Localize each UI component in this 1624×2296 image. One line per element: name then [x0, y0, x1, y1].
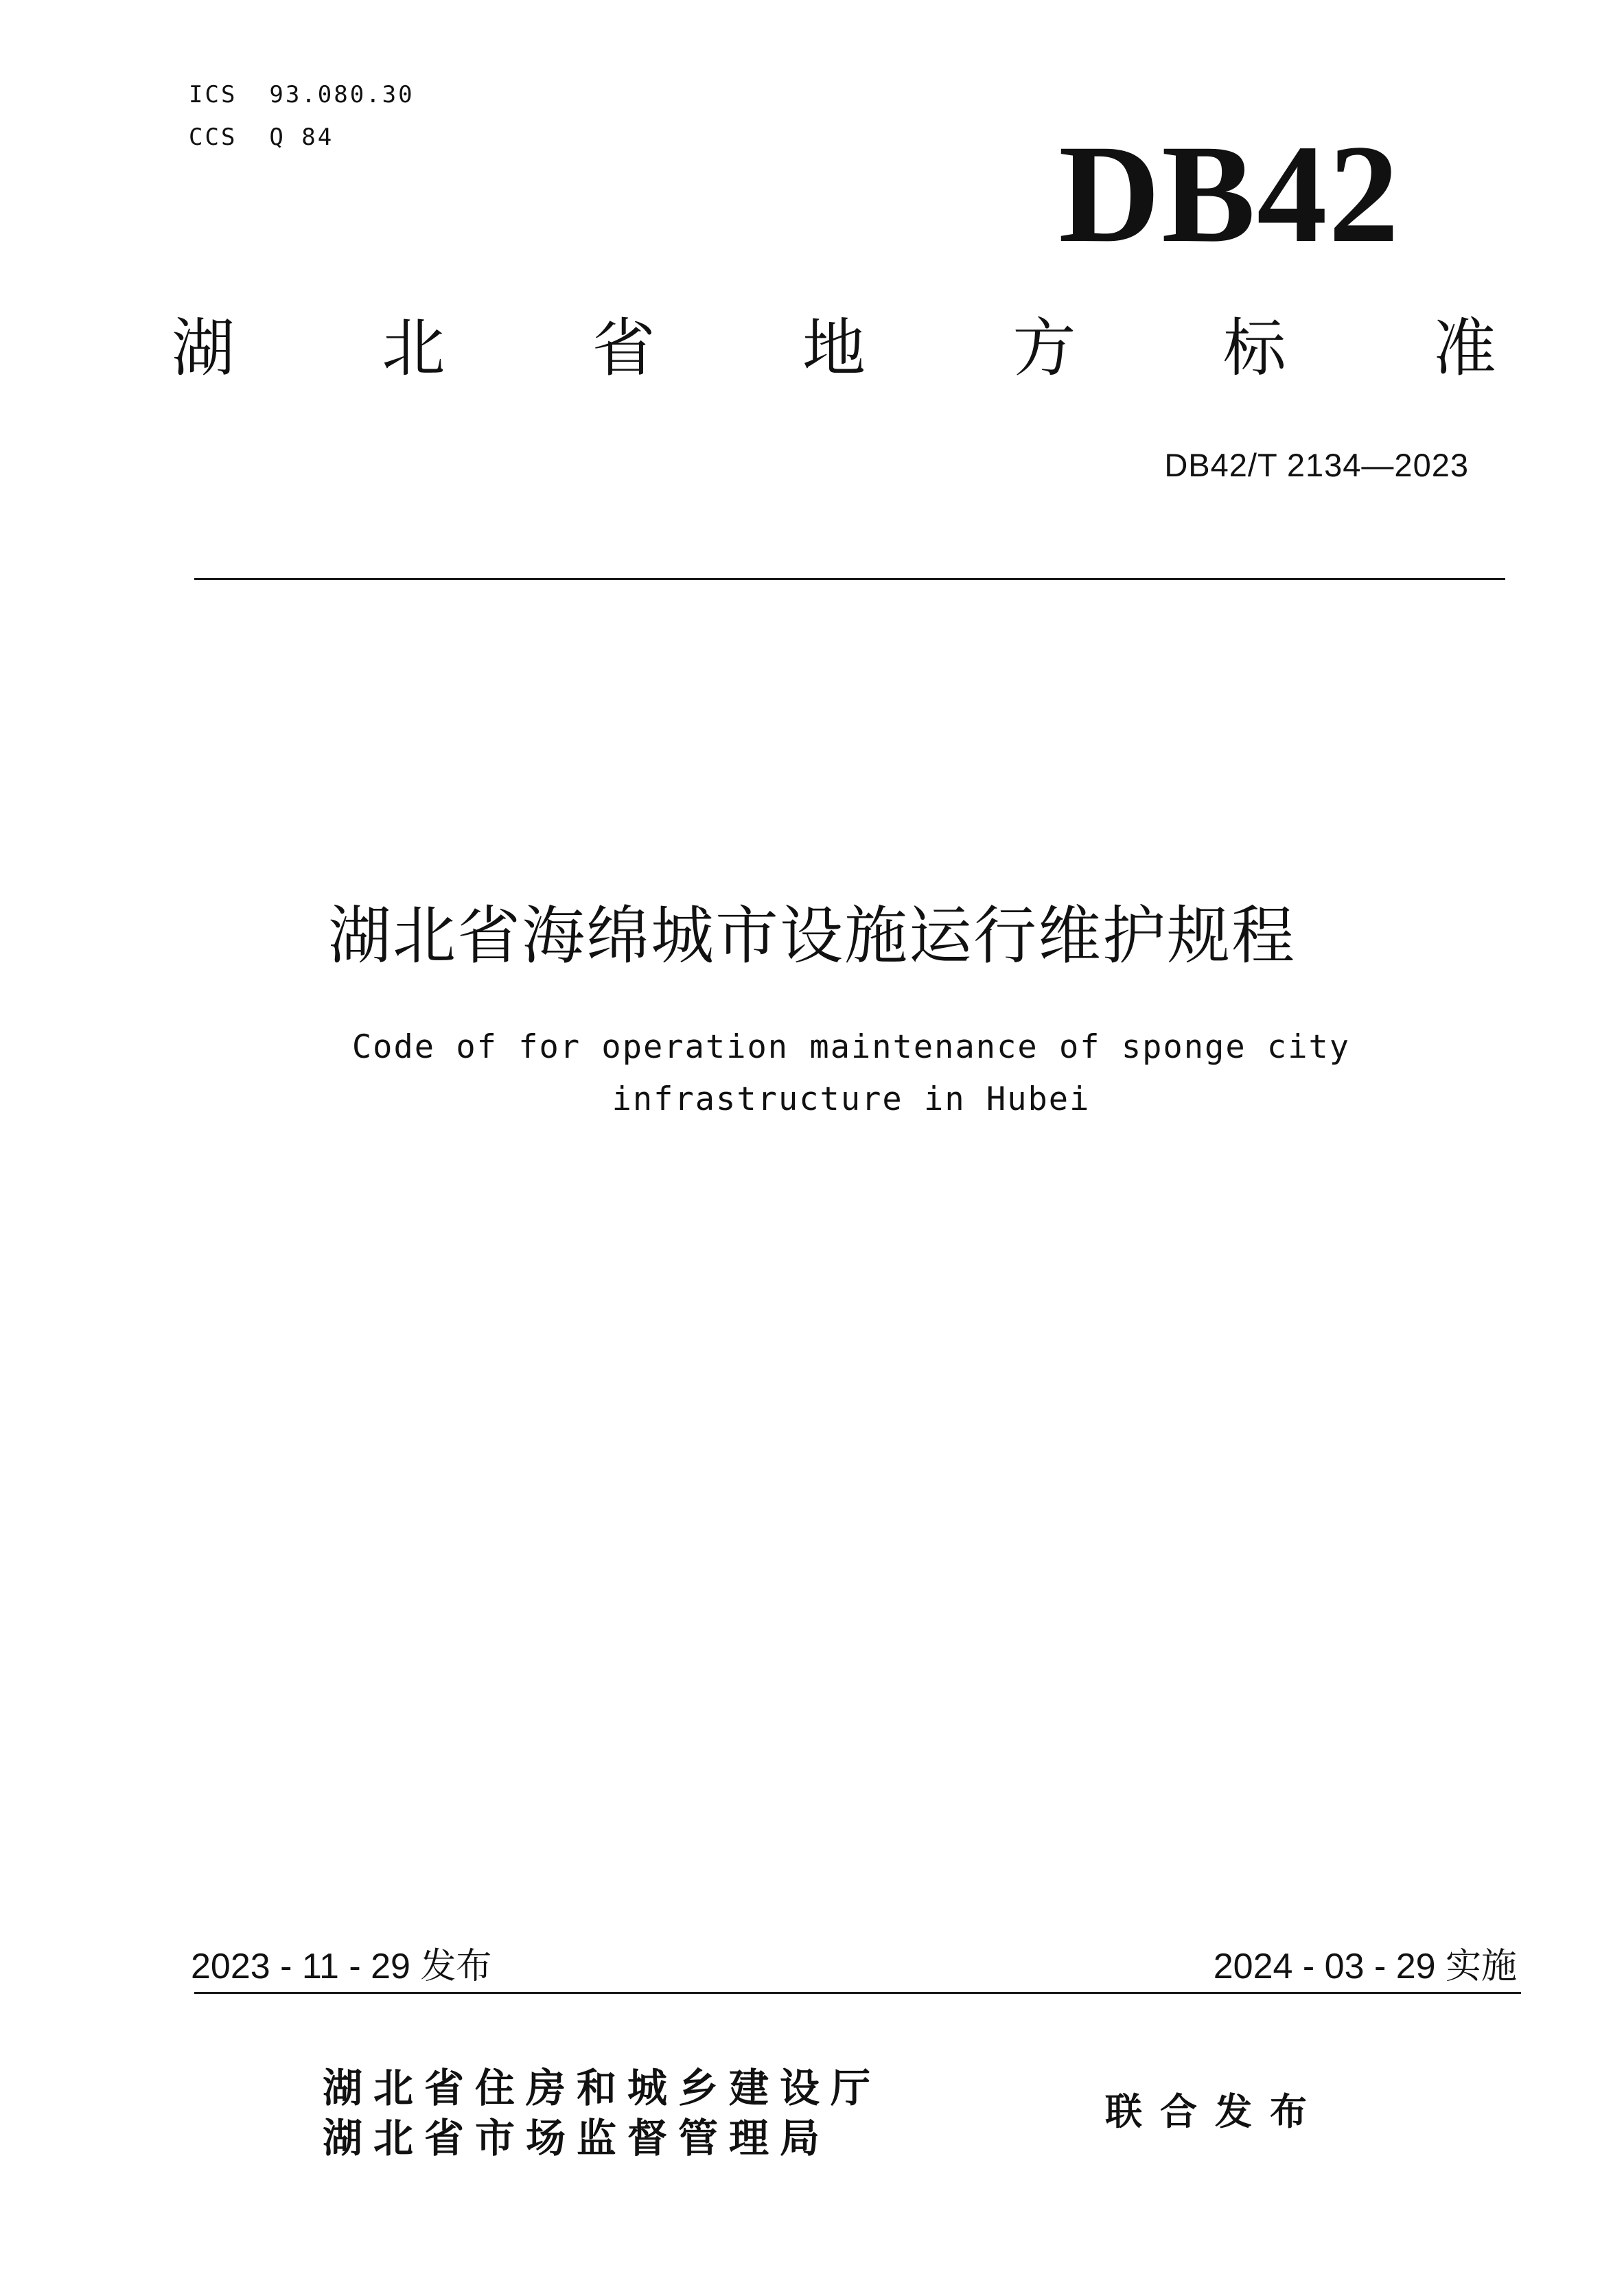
ccs-code: CCS Q 84 [189, 124, 334, 151]
issue-date: 2023 - 11 - 29 发布 [191, 1947, 492, 1986]
standard-type-char: 北 [382, 312, 445, 385]
joint-release-label: 联合发布 [1105, 2090, 1325, 2133]
standard-type-char: 省 [592, 312, 656, 385]
standard-type-char: 方 [1012, 312, 1076, 385]
standard-number: DB42/T 2134—2023 [1164, 447, 1469, 483]
issuer-market-regulation: 湖北省市场监督管理局 [323, 2115, 831, 2161]
standard-type-heading [172, 312, 1496, 385]
issuer-housing-department: 湖北省住房和城乡建设厅 [323, 2065, 882, 2111]
standard-type-char: 标 [1222, 312, 1286, 385]
standard-type-char: 准 [1432, 312, 1496, 385]
ics-code: ICS 93.080.30 [189, 81, 415, 108]
implementation-date: 2024 - 03 - 29 实施 [1213, 1947, 1517, 1986]
title-chinese: 湖北省海绵城市设施运行维护规程 [327, 899, 1296, 973]
title-english: Code of for operation maintenance of sponge city infrastructure in Hubei [351, 1028, 1351, 1118]
top-divider [194, 578, 1505, 580]
standard-type-char: 地 [802, 312, 866, 385]
standard-logo: DB42 [1058, 116, 1400, 272]
standard-type-char: 湖 [172, 312, 235, 385]
bottom-divider [194, 1992, 1521, 1994]
